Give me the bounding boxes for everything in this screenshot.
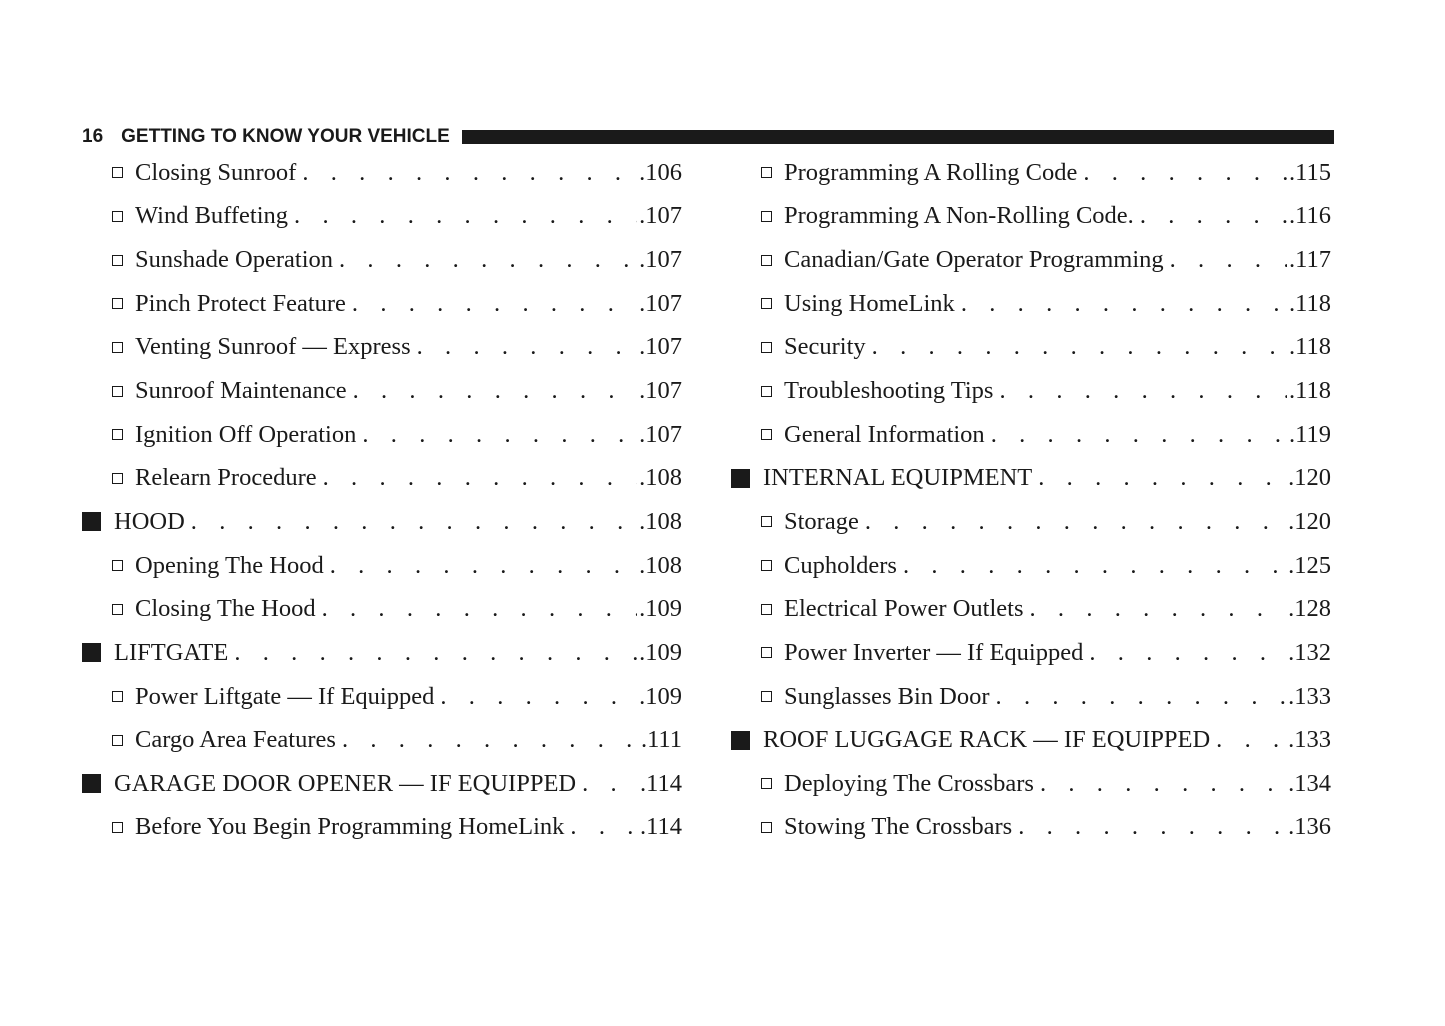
dot-leader <box>339 246 637 274</box>
toc-subsection-entry <box>82 544 682 588</box>
dot-leader <box>1018 813 1286 841</box>
toc-left-column <box>82 151 682 849</box>
dot-leader <box>1038 464 1286 492</box>
toc-subsection-entry <box>731 151 1331 195</box>
toc-section-entry <box>82 500 682 544</box>
toc-entry-label: HOOD <box>114 507 185 535</box>
dot-leader <box>1029 595 1286 623</box>
toc-entry-label: LIFTGATE <box>114 638 229 666</box>
page-number: 16 <box>82 126 104 147</box>
hollow-square-bullet-icon <box>112 429 123 440</box>
toc-page-number: .114 <box>640 813 682 841</box>
toc-entry-label: Stowing The Crossbars <box>784 813 1013 841</box>
dot-leader <box>191 508 637 536</box>
toc-subsection-entry <box>731 762 1331 806</box>
toc-subsection-entry <box>82 195 682 239</box>
toc-subsection-entry <box>731 369 1331 413</box>
toc-page-number: .125 <box>1288 551 1331 579</box>
toc-entry-label: Storage <box>784 507 859 535</box>
toc-subsection-entry <box>82 369 682 413</box>
dot-leader <box>353 377 638 405</box>
toc-entry-label: Cargo Area Features <box>135 726 336 754</box>
hollow-square-bullet-icon <box>761 429 772 440</box>
dot-leader <box>1170 246 1287 274</box>
dot-leader <box>1216 726 1286 754</box>
dot-leader <box>1140 202 1287 230</box>
dot-leader <box>234 639 637 667</box>
toc-subsection-entry <box>82 806 682 850</box>
dot-leader <box>865 508 1286 536</box>
toc-page-number: .106 <box>639 158 682 186</box>
hollow-square-bullet-icon <box>112 735 123 746</box>
hollow-square-bullet-icon <box>112 691 123 702</box>
toc-page-number: .114 <box>640 769 682 797</box>
toc-subsection-entry <box>82 238 682 282</box>
toc-subsection-entry <box>82 718 682 762</box>
toc-subsection-entry <box>82 282 682 326</box>
toc-entry-label: Cupholders <box>784 551 897 579</box>
toc-page-number: .119 <box>1289 420 1331 448</box>
toc-page-number: .133 <box>1288 726 1331 754</box>
dot-leader <box>322 595 638 623</box>
dot-leader <box>570 813 638 841</box>
toc-section-entry <box>731 456 1331 500</box>
toc-page-number: .109 <box>639 682 682 710</box>
toc-subsection-entry <box>82 151 682 195</box>
hollow-square-bullet-icon <box>112 560 123 571</box>
hollow-square-bullet-icon <box>112 342 123 353</box>
toc-page-number: .128 <box>1288 595 1331 623</box>
toc-entry-label: Power Inverter — If Equipped <box>784 638 1084 666</box>
toc-page-number: .107 <box>639 289 682 317</box>
hollow-square-bullet-icon <box>761 647 772 658</box>
toc-page-number: .136 <box>1288 813 1331 841</box>
dot-leader <box>903 552 1286 580</box>
hollow-square-bullet-icon <box>112 822 123 833</box>
dot-leader <box>294 202 637 230</box>
toc-entry-label: Using HomeLink <box>784 289 955 317</box>
toc-subsection-entry <box>82 456 682 500</box>
toc-page-number: .116 <box>1289 202 1331 230</box>
hollow-square-bullet-icon <box>761 604 772 615</box>
toc-page-number: .108 <box>639 551 682 579</box>
toc-entry-label: Sunroof Maintenance <box>135 377 347 405</box>
hollow-square-bullet-icon <box>761 822 772 833</box>
toc-subsection-entry <box>731 544 1331 588</box>
toc-page-number: .108 <box>639 507 682 535</box>
toc-page-number: .109 <box>639 638 682 666</box>
toc-subsection-entry <box>731 238 1331 282</box>
toc-entry-label: Security <box>784 333 866 361</box>
toc-subsection-entry <box>82 326 682 370</box>
dot-leader <box>961 290 1287 318</box>
filled-square-bullet-icon <box>82 643 101 662</box>
dot-leader <box>323 464 638 492</box>
dot-leader <box>1083 159 1287 187</box>
dot-leader <box>1089 639 1286 667</box>
hollow-square-bullet-icon <box>112 604 123 615</box>
hollow-square-bullet-icon <box>112 386 123 397</box>
hollow-square-bullet-icon <box>112 255 123 266</box>
toc-page-number: .108 <box>639 464 682 492</box>
toc-entry-label: Troubleshooting Tips <box>784 377 994 405</box>
filled-square-bullet-icon <box>82 774 101 793</box>
filled-square-bullet-icon <box>731 469 750 488</box>
dot-leader <box>872 333 1287 361</box>
toc-entry-label: Pinch Protect Feature <box>135 289 346 317</box>
hollow-square-bullet-icon <box>761 386 772 397</box>
toc-section-entry <box>82 631 682 675</box>
toc-section-entry <box>731 718 1331 762</box>
toc-subsection-entry <box>731 806 1331 850</box>
hollow-square-bullet-icon <box>761 778 772 789</box>
dot-leader <box>352 290 637 318</box>
dot-leader <box>440 683 637 711</box>
toc-subsection-entry <box>731 282 1331 326</box>
toc-subsection-entry <box>82 587 682 631</box>
hollow-square-bullet-icon <box>761 342 772 353</box>
toc-right-column <box>731 151 1331 849</box>
toc-page-number: .118 <box>1289 333 1331 361</box>
toc-page-number: .118 <box>1289 289 1331 317</box>
toc-entry-label: Closing The Hood <box>135 595 316 623</box>
toc-subsection-entry <box>731 631 1331 675</box>
toc-page-number: .120 <box>1288 507 1331 535</box>
dot-leader <box>362 421 637 449</box>
toc-subsection-entry <box>731 413 1331 457</box>
dot-leader <box>1040 770 1286 798</box>
toc-subsection-entry <box>731 675 1331 719</box>
toc-entry-label: INTERNAL EQUIPMENT <box>763 464 1033 492</box>
filled-square-bullet-icon <box>82 512 101 531</box>
hollow-square-bullet-icon <box>112 473 123 484</box>
toc-page-number: .134 <box>1288 769 1331 797</box>
page-header <box>82 124 1334 150</box>
toc-subsection-entry <box>82 413 682 457</box>
header-rule <box>462 130 1334 144</box>
hollow-square-bullet-icon <box>112 211 123 222</box>
hollow-square-bullet-icon <box>761 255 772 266</box>
hollow-square-bullet-icon <box>112 298 123 309</box>
dot-leader <box>996 683 1287 711</box>
toc-page-number: .118 <box>1289 377 1331 405</box>
dot-leader <box>991 421 1287 449</box>
toc-entry-label: Programming A Rolling Code <box>784 158 1078 186</box>
toc-entry-label: Deploying The Crossbars <box>784 769 1034 797</box>
dot-leader <box>302 159 637 187</box>
toc-entry-label: Canadian/Gate Operator Programming <box>784 246 1164 274</box>
toc-page-number: .107 <box>639 377 682 405</box>
toc-entry-label: ROOF LUGGAGE RACK — IF EQUIPPED <box>763 726 1211 754</box>
toc-page-number: .117 <box>1289 246 1331 274</box>
toc-entry-label: Ignition Off Operation <box>135 420 357 448</box>
toc-page-number: .111 <box>640 726 682 754</box>
toc-entry-label: Electrical Power Outlets <box>784 595 1024 623</box>
toc-subsection-entry <box>731 500 1331 544</box>
toc-subsection-entry <box>82 675 682 719</box>
toc-entry-label: Venting Sunroof — Express <box>135 333 411 361</box>
hollow-square-bullet-icon <box>761 211 772 222</box>
toc-entry-label: Power Liftgate — If Equipped <box>135 682 435 710</box>
toc-entry-label: Closing Sunroof <box>135 158 297 186</box>
toc-page-number: .107 <box>639 420 682 448</box>
toc-subsection-entry <box>731 587 1331 631</box>
section-title: GETTING TO KNOW YOUR VEHICLE <box>121 126 450 147</box>
dot-leader <box>342 726 639 754</box>
dot-leader <box>582 770 638 798</box>
toc-page-number: .132 <box>1288 638 1331 666</box>
toc-entry-label: General Information <box>784 420 985 448</box>
hollow-square-bullet-icon <box>761 298 772 309</box>
hollow-square-bullet-icon <box>761 560 772 571</box>
toc-subsection-entry <box>731 195 1331 239</box>
toc-entry-label: Wind Buffeting <box>135 202 289 230</box>
toc-page-number: .107 <box>639 246 682 274</box>
filled-square-bullet-icon <box>731 731 750 750</box>
dot-leader <box>330 552 637 580</box>
toc-entry-label: Relearn Procedure <box>135 464 317 492</box>
toc-page-number: .107 <box>639 202 682 230</box>
toc-entry-label: Programming A Non-Rolling Code. <box>784 202 1134 230</box>
toc-section-entry <box>82 762 682 806</box>
toc-entry-label: Before You Begin Programming HomeLink <box>135 813 565 841</box>
toc-entry-label: GARAGE DOOR OPENER — IF EQUIPPED <box>114 769 577 797</box>
toc-subsection-entry <box>731 326 1331 370</box>
hollow-square-bullet-icon <box>761 516 772 527</box>
toc-entry-label: Sunshade Operation <box>135 246 333 274</box>
dot-leader <box>417 333 638 361</box>
toc-entry-label: Sunglasses Bin Door <box>784 682 990 710</box>
toc-entry-label: Opening The Hood <box>135 551 324 579</box>
toc-page-number: .109 <box>639 595 682 623</box>
toc-page-number: .107 <box>639 333 682 361</box>
toc-page-number: .115 <box>1289 158 1331 186</box>
toc-page-number: .120 <box>1288 464 1331 492</box>
hollow-square-bullet-icon <box>761 691 772 702</box>
hollow-square-bullet-icon <box>112 167 123 178</box>
dot-leader <box>999 377 1287 405</box>
toc-page-number: .133 <box>1288 682 1331 710</box>
hollow-square-bullet-icon <box>761 167 772 178</box>
